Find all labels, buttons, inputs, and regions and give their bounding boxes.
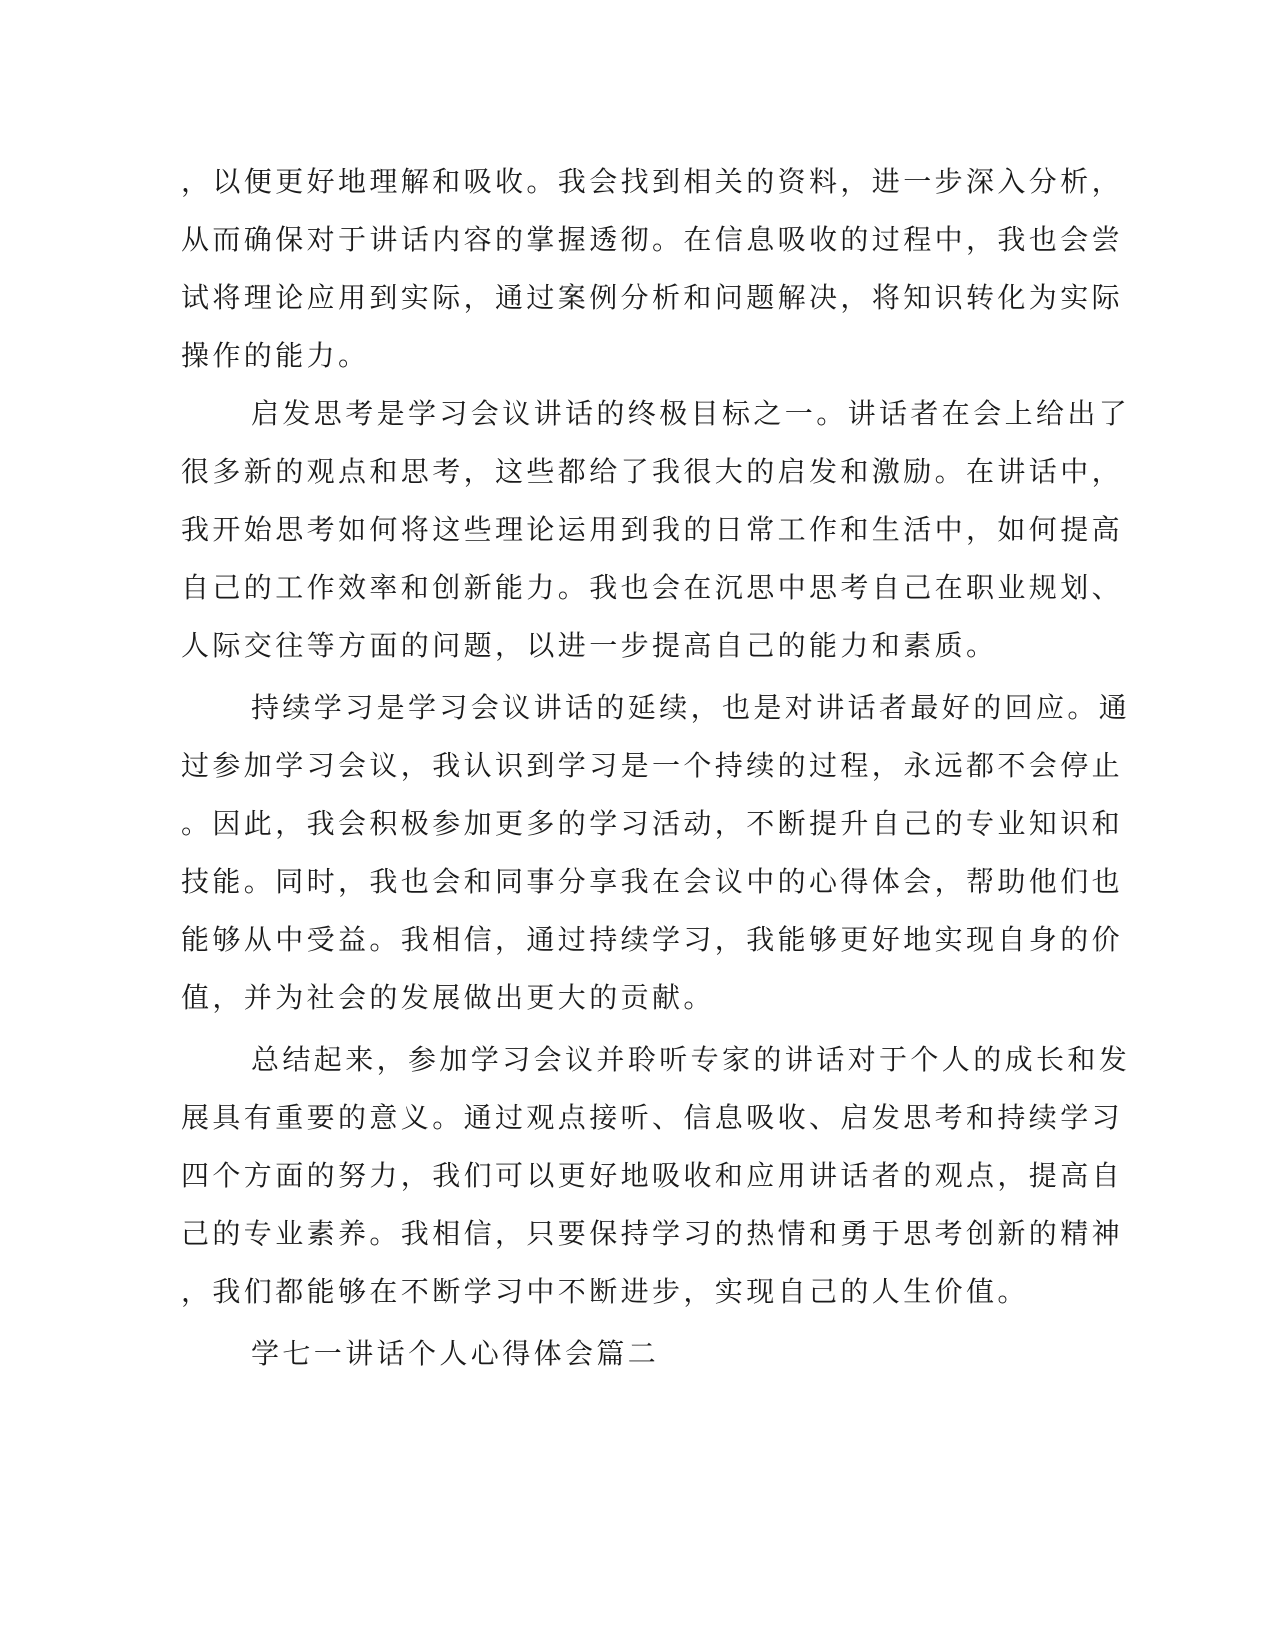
- text-line: 很多新的观点和思考，这些都给了我很大的启发和激励。在讲话中，: [181, 455, 1124, 488]
- text-line: 四个方面的努力，我们可以更好地吸收和应用讲话者的观点，提高自: [181, 1159, 1124, 1192]
- text-line: 自己的工作效率和创新能力。我也会在沉思中思考自己在职业规划、: [181, 571, 1124, 604]
- text-line: 试将理论应用到实际，通过案例分析和问题解决，将知识转化为实际: [181, 281, 1124, 314]
- text-line: 技能。同时，我也会和同事分享我在会议中的心得体会，帮助他们也: [181, 865, 1124, 898]
- text-line: 展具有重要的意义。通过观点接听、信息吸收、启发思考和持续学习: [181, 1101, 1124, 1134]
- text-line: ，以便更好地理解和吸收。我会找到相关的资料，进一步深入分析，: [181, 165, 1124, 198]
- paragraph-first-line: 启发思考是学习会议讲话的终极目标之一。讲话者在会上给出了: [251, 397, 1131, 430]
- text-line: 我开始思考如何将这些理论运用到我的日常工作和生活中，如何提高: [181, 513, 1124, 546]
- text-line: 过参加学习会议，我认识到学习是一个持续的过程，永远都不会停止: [181, 749, 1124, 782]
- text-line: 。因此，我会积极参加更多的学习活动，不断提升自己的专业知识和: [181, 807, 1124, 840]
- text-line: 能够从中受益。我相信，通过持续学习，我能够更好地实现自身的价: [181, 923, 1124, 956]
- section-heading: 学七一讲话个人心得体会篇二: [251, 1337, 660, 1370]
- text-line: 己的专业素养。我相信，只要保持学习的热情和勇于思考创新的精神: [181, 1217, 1124, 1250]
- text-line: ，我们都能够在不断学习中不断进步，实现自己的人生价值。: [181, 1275, 1029, 1308]
- text-line: 人际交往等方面的问题，以进一步提高自己的能力和素质。: [181, 629, 998, 662]
- paragraph-first-line: 持续学习是学习会议讲话的延续，也是对讲话者最好的回应。通: [251, 691, 1131, 724]
- text-line: 值，并为社会的发展做出更大的贡献。: [181, 981, 715, 1014]
- text-line: 操作的能力。: [181, 339, 370, 372]
- text-line: 从而确保对于讲话内容的掌握透彻。在信息吸收的过程中，我也会尝: [181, 223, 1124, 256]
- paragraph-first-line: 总结起来，参加学习会议并聆听专家的讲话对于个人的成长和发: [251, 1043, 1131, 1076]
